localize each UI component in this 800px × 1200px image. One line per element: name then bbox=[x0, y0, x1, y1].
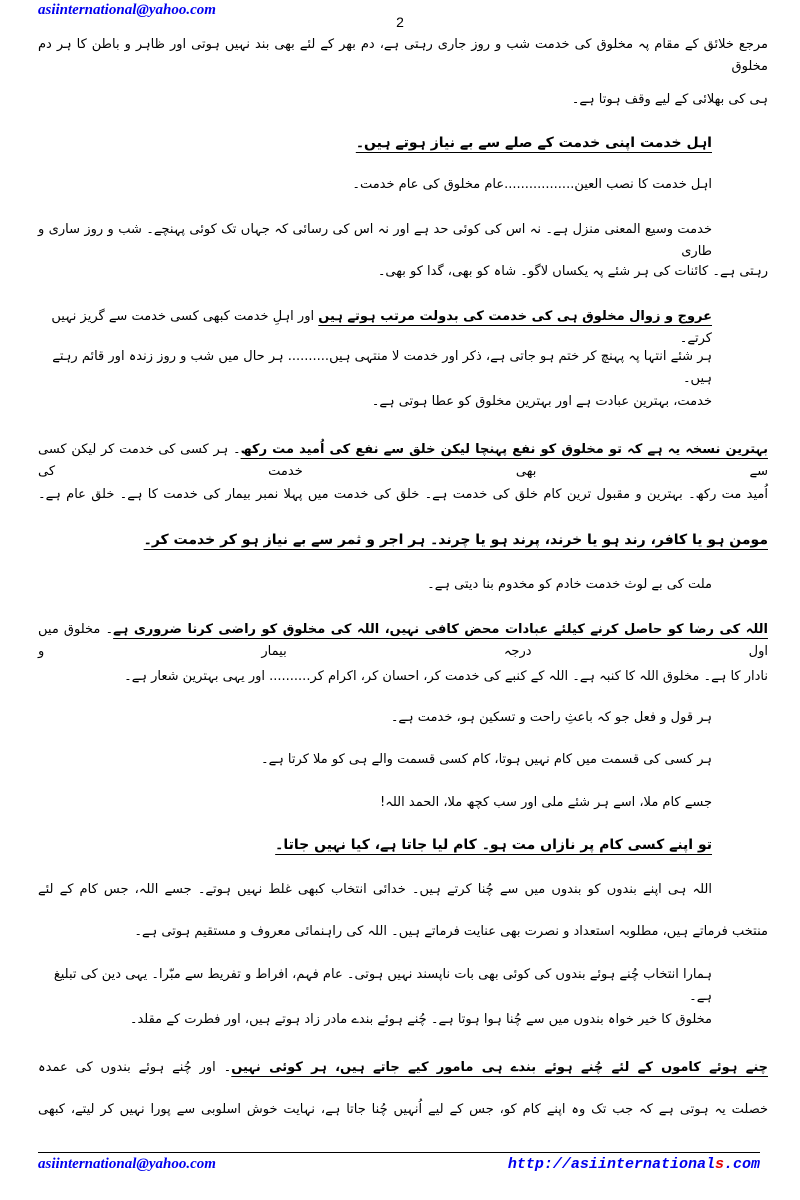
line-rest: ۔ اور چُنے ہوئے بندوں کی عمدہ bbox=[38, 1060, 232, 1075]
text-line: مرجع خلائق کے مقام پہ مخلوق کی خدمت شب و روز جاری رہتی ہے، دم بھر کے لئے بھی بند نہیں ہوتی اور ظاہر و باطن کا ہر دم مخلوق bbox=[38, 37, 768, 74]
text-line: خصلت یہ ہوتی ہے کہ جب تک وہ اپنے کام کو، جس کے لیے اُنہیں چُنا جاتا ہے، نہایت خوش اسلوبی سے پورا نہیں کر لیتے، کبھی bbox=[38, 1102, 768, 1117]
footer-divider bbox=[38, 1152, 760, 1153]
text-line bbox=[38, 439, 768, 483]
text-line: ہر قول و فعل جو کہ باعثِ راحت و تسکین ہو، خدمت ہے۔ bbox=[390, 710, 712, 725]
section-heading: مومن ہو یا کافر، رند ہو یا خرند، پرند ہو یا چرند۔ ہر اجر و ثمر سے بے نیاز ہو کر خدمت کر۔ bbox=[143, 532, 768, 548]
text-line: ملت کی بے لوث خدمت خادم کو مخدوم بنا دیتی ہے۔ bbox=[427, 577, 712, 592]
text-line: ہمارا انتخاب چُنے ہوئے بندوں کی کوئی بھی بات ناپسند نہیں ہوتی۔ عام فہم، افراط و تفریط سے مبّرا۔ یہی دین کی تبلیغ ہے۔ bbox=[53, 967, 712, 1004]
text-line: خدمت، بہترین عبادت ہے اور بہترین مخلوق کو عطا ہوتی ہے۔ bbox=[371, 394, 712, 409]
text-line: ہر شئے انتہا پہ پہنچ کر ختم ہو جاتی ہے، ذکر اور خدمت لا منتہی ہیں.......... ہر حال میں شب و روز زندہ اور قائم رہتے ہیں۔ bbox=[52, 349, 712, 386]
text-line: مخلوق کا خیر خواہ بندوں میں سے چُنا ہوا ہوتا ہے۔ چُنے ہوئے بندے مادر زاد ہوتے ہیں، اور فطرت کے مقلد۔ bbox=[129, 1012, 712, 1027]
section-heading: اہل خدمت اپنی خدمت کے صلے سے بے نیاز ہوتے ہیں۔ bbox=[355, 135, 712, 151]
text-line: نادار کا ہے۔ مخلوق اللہ کا کنبہ ہے۔ اللہ کے کنبے کی خدمت کر، احسان کر، اکرام کر.......... اور یہی بہترین شعار ہے۔ bbox=[124, 669, 768, 684]
text-line: اُمید مت رکھ۔ بہترین و مقبول ترین کام خلق کی خدمت ہے۔ خلق کی خدمت میں پہلا نمبر بیمار کی خدمت کا ہے۔ خلق عام ہے۔ bbox=[38, 487, 768, 502]
url-highlight: s bbox=[714, 1156, 724, 1173]
text-line: جسے کام ملا، اسے ہر شئے ملی اور سب کچھ ملا، الحمد اللہ! bbox=[380, 795, 712, 810]
underlined-phrase: عروج و زوال مخلوق ہی کی خدمت کی بدولت مرتب ہوتے ہیں bbox=[318, 309, 712, 324]
section-heading: تو اپنے کسی کام پر نازاں مت ہو۔ کام لیا جاتا ہے، کیا نہیں جاتا۔ bbox=[275, 837, 712, 853]
line-rest: اور اہلِ خدمت کبھی کسی خدمت سے گریز نہیں کرتے۔ bbox=[51, 309, 712, 346]
text-line: اہل خدمت کا نصب العین.................عام مخلوق کی عام خدمت۔ bbox=[352, 177, 712, 192]
underlined-phrase: چنے ہوئے کاموں کے لئے چُنے ہوئے بندے ہی مامور کیے جاتے ہیں، ہر کوئی نہیں bbox=[231, 1060, 769, 1075]
url-suffix: .com bbox=[723, 1156, 760, 1173]
text-line: رہتی ہے۔ کائنات کی ہر شئے پہ یکساں لاگو۔ شاہ کو بھی، گدا کو بھی۔ bbox=[377, 264, 768, 279]
footer-email-link[interactable]: asiinternational@yahoo.com bbox=[38, 1156, 216, 1172]
text-line bbox=[38, 306, 712, 350]
header-email-link[interactable]: asiinternational@yahoo.com bbox=[38, 2, 216, 18]
line-rest: ۔ ہر کسی کی خدمت کر لیکن کسی سے بھی خدمت کی bbox=[38, 442, 768, 479]
text-line: منتخب فرماتے ہیں، مطلوبہ استعداد و نصرت بھی عنایت فرماتے ہیں۔ اللہ کی راہنمائی معروف و مستقیم ہوتی ہے۔ bbox=[134, 924, 768, 939]
underlined-phrase: اللہ کی رضا کو حاصل کرنے کیلئے عبادات محض کافی نہیں، اللہ کی مخلوق کو راضی کرنا ضروری ہے bbox=[113, 622, 769, 637]
url-prefix: http://asiinternational bbox=[507, 1156, 715, 1173]
text-line: خدمت وسیع المعنی منزل ہے۔ نہ اس کی کوئی حد ہے اور نہ اس کی رسائی کہ جہاں تک کوئی پہنچے۔ شب و روز ساری و طاری bbox=[38, 222, 712, 259]
text-line: ہی کی بھلائی کے لیے وقف ہوتا ہے۔ bbox=[571, 92, 768, 107]
text-line bbox=[38, 619, 768, 663]
footer-website-link[interactable] bbox=[508, 1156, 760, 1173]
text-line bbox=[38, 1057, 768, 1079]
text-line: ہر کسی کی قسمت میں کام نہیں ہوتا، کام کسی قسمت والے ہی کو ملا کرتا ہے۔ bbox=[260, 752, 712, 767]
underlined-phrase: بہترین نسخہ یہ ہے کہ تو مخلوق کو نفع پہنچا لیکن خلق سے نفع کی اُمید مت رکھ bbox=[240, 442, 768, 457]
text-line: اللہ ہی اپنے بندوں کو بندوں میں سے چُنا کرتے ہیں۔ خدائی انتخاب کبھی غلط نہیں ہوتے۔ جسے اللہ، جس کام کے لئے bbox=[38, 882, 712, 897]
line-rest: ۔ مخلوق میں اول درجہ بیمار و bbox=[38, 622, 768, 659]
page-number: 2 bbox=[396, 14, 404, 30]
